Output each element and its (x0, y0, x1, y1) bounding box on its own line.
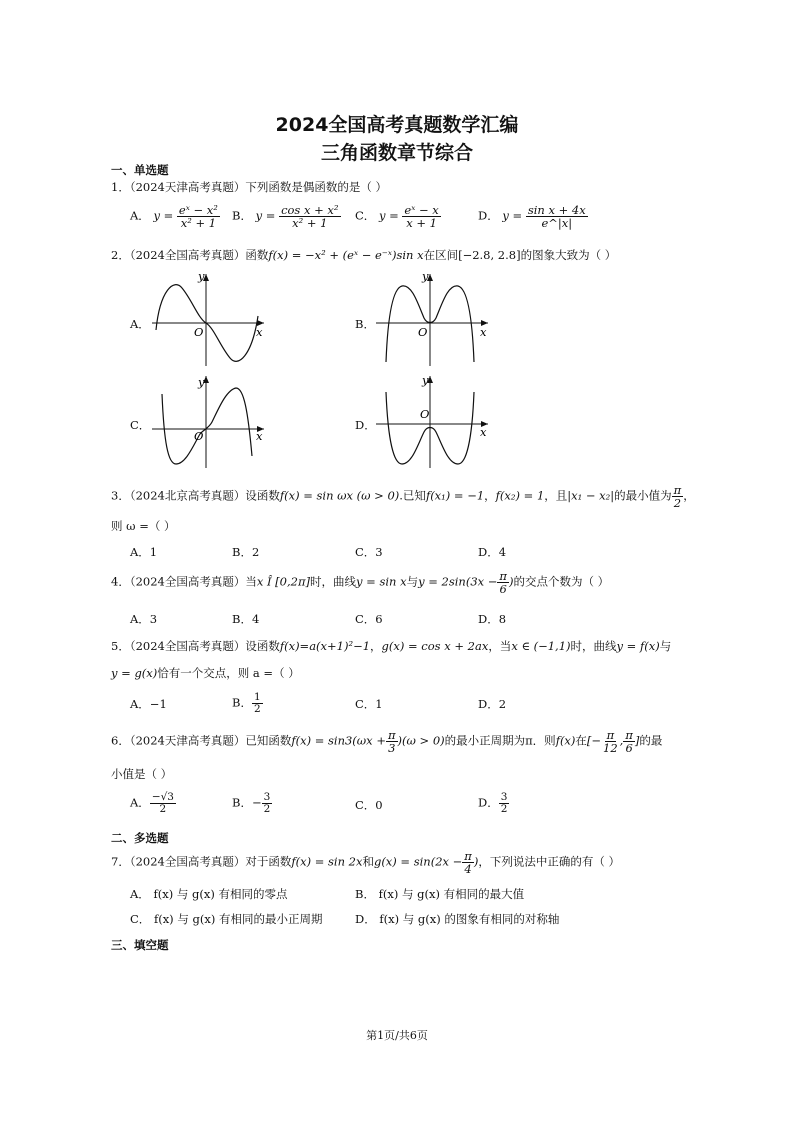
q2-graph-c-origin: O (194, 429, 204, 443)
q3-option-c: C．3 (355, 545, 383, 559)
q2-graph-b-x-label: x (480, 325, 487, 339)
q2-option-d-label: D． (355, 418, 376, 432)
q6-option-d: D． $\frac{3}{2}$ (478, 791, 508, 816)
q3-option-a: A．1 (130, 545, 158, 559)
q2-graph-a-x-label: x (256, 325, 263, 339)
q2-graph-d-origin: O (420, 407, 430, 421)
question-3-line2: 则 ω =（ ） (111, 519, 176, 533)
question-4-stem: 4．（2024全国高考真题）当x Î [0,2π]时，曲线y = sin x与y = 2sin(3x − $\frac{\pi}{6}$ )的交点个数为（ ） (111, 569, 610, 597)
q2-graph-a-y-label: y (198, 270, 205, 283)
q2-graph-b-y-label: y (422, 270, 429, 283)
section-heading-fill-blank: 三、填空题 (111, 938, 169, 952)
q5-option-b: B． $\frac{1}{2}$ (232, 691, 261, 716)
section-heading-single-choice: 一、单选题 (111, 163, 169, 177)
q2-graph-c (148, 372, 270, 470)
q7-option-a: A． f(x) 与 g(x) 有相同的零点 (130, 887, 288, 901)
q4-option-b: B．4 (232, 612, 260, 626)
q2-graph-c-y-label: y (198, 375, 205, 389)
q2-option-b-label: B． (355, 317, 375, 331)
q1-option-c: C． y = $\frac{\text{eˣ − x}}{x + 1}$ (355, 203, 439, 231)
q4-option-d: D．8 (478, 612, 507, 626)
q5-option-d: D．2 (478, 697, 507, 711)
q3-option-b: B．2 (232, 545, 260, 559)
q5-option-c: C．1 (355, 697, 383, 711)
question-6-line2: 小值是（ ） (111, 767, 173, 781)
q7-option-c: C． f(x) 与 g(x) 有相同的最小正周期 (130, 912, 323, 926)
q2-graph-d (372, 372, 494, 470)
q1-option-a: A． y = $\frac{\text{eˣ − x²}}{\text{x² + 1}}$ (130, 203, 218, 231)
question-2-stem: 2．（2024全国高考真题）函数f(x) = −x² + (eˣ − e⁻ˣ)sin x在区间[−2.8, 2.8]的图象大致为（ ） (111, 248, 617, 262)
q6-option-b: B．− $\frac{3}{2}$ (232, 791, 271, 816)
q6-option-a: A． $\frac{-√3}{2}$ (130, 791, 174, 816)
q1-option-d: D． y = $\frac{\text{sin x + 4x}}{e\^{}|x|}$ (478, 203, 586, 231)
q4-option-c: C．6 (355, 612, 383, 626)
q4-option-a: A．3 (130, 612, 158, 626)
q3-option-d: D．4 (478, 545, 507, 559)
q7-option-d: D． f(x) 与 g(x) 的图象有相同的对称轴 (355, 912, 560, 926)
q2-option-c-label: C． (130, 418, 151, 432)
section-heading-multi-choice: 二、多选题 (111, 831, 169, 845)
q2-graph-d-y-label: y (422, 373, 429, 387)
q2-graph-c-x-label: x (256, 429, 263, 443)
page-footer: 第1页/共6页 (366, 1029, 428, 1042)
question-3-stem: 3．（2024北京高考真题）设函数f(x) = sin ωx (ω > 0).已知f(x₁) = −1，f(x₂) = 1，且|x₁ − x₂|的最小值为 $\frac{\pi}{2}$ ， (111, 483, 695, 511)
question-7-stem: 7．（2024全国高考真题）对于函数f(x) = sin 2x和g(x) = sin(2x − $\frac{\pi}{4}$ )，下列说法中正确的有（ ） (111, 849, 621, 877)
question-5-line2: y = g(x)恰有一个交点，则 a =（ ） (111, 666, 300, 680)
q2-graph-a-origin: O (194, 325, 204, 339)
doc-title-line2: 三角函数章节综合 (320, 142, 473, 164)
question-5-stem: 5．（2024全国高考真题）设函数f(x)=a(x+1)²−1，g(x) = cos x + 2ax，当x ∈ (−1,1)时，曲线y = f(x)与 (111, 639, 672, 653)
q5-option-a: A．−1 (130, 697, 167, 711)
question-6-stem: 6．（2024天津高考真题）已知函数f(x) = sin3(ωx + $\frac{\pi}{3}$ )(ω > 0)的最小正周期为π．则f(x)在[− $\frac{\pi}{12}$ , $\frac{\pi}{6}$ ]的最 (111, 728, 663, 756)
q2-graph-b (372, 270, 494, 368)
q1-option-b: B． y = $\frac{\text{cos x + x²}}{\text{x² + 1}}$ (232, 203, 339, 231)
q6-option-c: C．0 (355, 798, 383, 812)
q2-graph-a (148, 270, 270, 368)
q2-graph-b-origin: O (418, 325, 428, 339)
doc-title-line1: 2024全国高考真题数学汇编 (275, 114, 519, 136)
q7-option-b: B． f(x) 与 g(x) 有相同的最大值 (355, 887, 525, 901)
q2-option-a-label: A． (130, 317, 150, 331)
question-1-stem: 1．（2024天津高考真题）下列函数是偶函数的是（ ） (111, 180, 387, 194)
q2-graph-d-x-label: x (480, 425, 487, 439)
